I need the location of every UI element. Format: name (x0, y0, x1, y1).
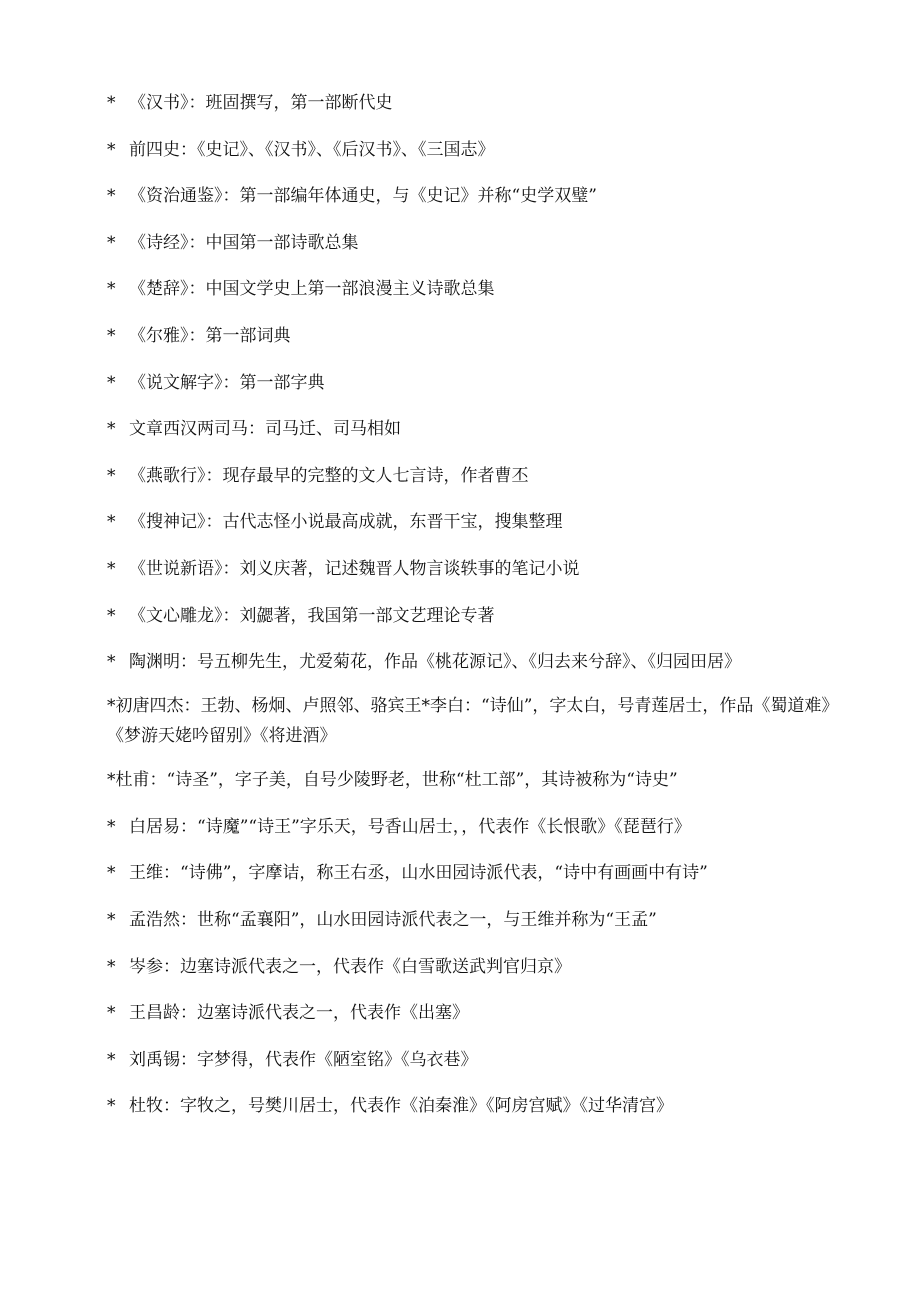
bullet-mark: * (107, 512, 116, 533)
bullet-mark: * (107, 696, 116, 717)
entry-text: 前四史：《史记》、《汉书》、《后汉书》、《三国志》 (129, 139, 495, 160)
bullet-mark: * (107, 909, 116, 930)
entry-text: 《搜神记》：古代志怪小说最高成就，东晋干宝，搜集整理 (129, 512, 563, 533)
list-item (107, 274, 837, 304)
list-item (107, 368, 837, 398)
entry-text: 《文心雕龙》：刘勰著，我国第一部文艺理论专著 (129, 605, 495, 626)
bullet-mark: * (107, 956, 116, 977)
list-item (107, 135, 837, 165)
entry-text: 白居易：“诗魔”“诗王”字乐天，号香山居士，，代表作《长恨歌》《琵琶行》 (129, 816, 691, 837)
bullet-mark: * (107, 372, 116, 393)
bullet-mark: * (107, 770, 116, 791)
list-item (107, 601, 837, 631)
bullet-mark: * (107, 1003, 116, 1024)
bullet-mark: * (107, 1096, 116, 1117)
entry-text: 初唐四杰：王勃、杨炯、卢照邻、骆宾王*李白：“诗仙”，字太白，号青莲居士，作品《蜀道难》《梦游天姥吟留别》《将进酒》 (107, 696, 830, 747)
list-item (107, 1091, 837, 1121)
bullet-mark: * (107, 139, 116, 160)
list-item (107, 181, 837, 211)
bullet-mark: * (107, 816, 116, 837)
bullet-mark: * (107, 93, 116, 113)
list-item (107, 507, 837, 537)
bullet-mark: * (107, 558, 116, 579)
list-item (107, 812, 837, 842)
entry-text: 孟浩然：世称“孟襄阳”，山水田园诗派代表之一，与王维并称为“王孟” (129, 909, 657, 930)
list-item (107, 998, 837, 1028)
entry-text: 《说文解字》：第一部字典 (129, 372, 325, 393)
list-item (107, 461, 837, 491)
entry-text: 《燕歌行》：现存最早的完整的文人七言诗，作者曹丕 (129, 465, 529, 486)
bullet-mark: * (107, 325, 116, 346)
bullet-mark: * (107, 465, 116, 486)
list-item (107, 1045, 837, 1075)
entry-text: 《尔雅》：第一部词典 (129, 325, 291, 346)
list-item (107, 858, 837, 888)
entry-text: 岑参：边塞诗派代表之一，代表作《白雪歌送武判官归京》 (129, 956, 571, 977)
entry-text: 《世说新语》：刘义庆著，记述魏晋人物言谈轶事的笔记小说 (129, 558, 580, 579)
bullet-mark: * (107, 186, 116, 207)
bullet-mark: * (107, 652, 116, 673)
bullet-mark: * (107, 605, 116, 626)
list-item (107, 321, 837, 351)
entry-text: 王维：“诗佛”，字摩诘，称王右丞，山水田园诗派代表，“诗中有画画中有诗” (129, 863, 708, 884)
bullet-mark: * (107, 279, 116, 300)
entry-text: 《诗经》：中国第一部诗歌总集 (129, 232, 359, 253)
list-item (107, 414, 837, 444)
bullet-mark: * (107, 1049, 116, 1070)
list-item (107, 952, 837, 982)
list-item (107, 647, 837, 677)
bullet-mark: * (107, 419, 116, 440)
list-item (107, 228, 837, 258)
bullet-mark: * (107, 232, 116, 253)
bullet-mark: * (107, 863, 116, 884)
entry-list (107, 88, 837, 1138)
list-item (107, 554, 837, 584)
list-item (107, 88, 837, 118)
entry-text: 刘禹锡：字梦得，代表作《陋室铭》《乌衣巷》 (129, 1049, 478, 1070)
entry-text: 杜牧：字牧之，号樊川居士，代表作《泊秦淮》《阿房宫赋》《过华清宫》 (129, 1096, 673, 1117)
entry-text: 文章西汉两司马：司马迁、司马相如 (129, 419, 401, 440)
entry-text: 杜甫：“诗圣”，字子美，自号少陵野老，世称“杜工部”，其诗被称为“诗史” (115, 770, 678, 791)
list-item (107, 905, 837, 935)
entry-text: 陶渊明：号五柳先生，尤爱菊花，作品《桃花源记》、《归去来兮辞》、《归园田居》 (129, 652, 741, 673)
entry-text: 王昌龄：边塞诗派代表之一，代表作《出塞》 (129, 1003, 469, 1024)
entry-text: 《资治通鉴》：第一部编年体通史，与《史记》并称“史学双璧” (129, 186, 597, 207)
list-item (107, 691, 837, 751)
entry-text: 《汉书》：班固撰写，第一部断代史 (129, 93, 393, 113)
entry-text: 《楚辞》：中国文学史上第一部浪漫主义诗歌总集 (129, 279, 495, 300)
list-item (107, 765, 837, 795)
